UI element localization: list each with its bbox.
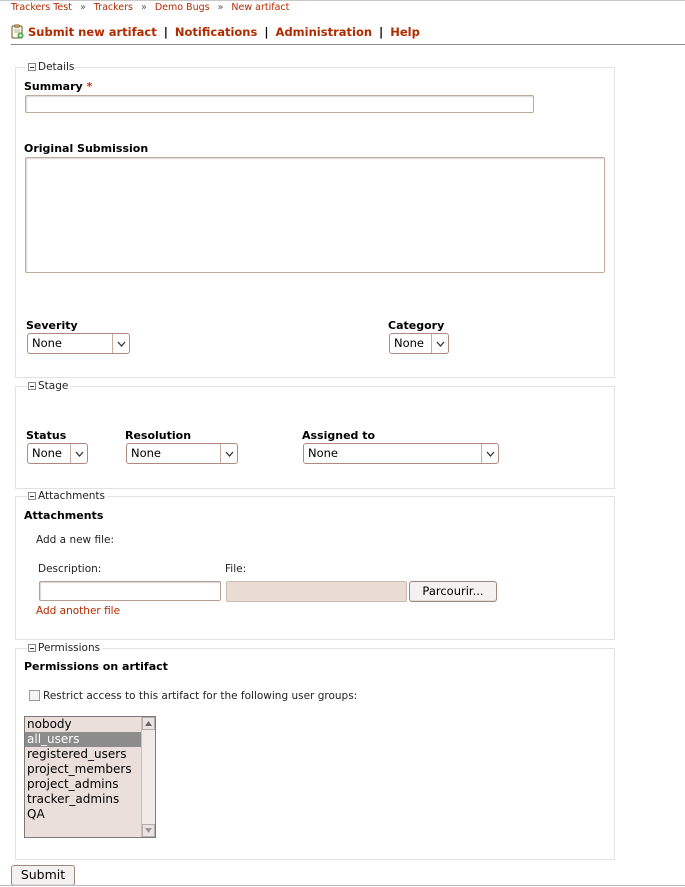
breadcrumb-new-artifact[interactable]: New artifact — [231, 2, 290, 13]
attachment-description-input[interactable] — [39, 581, 221, 601]
status-label: Status — [26, 429, 67, 442]
breadcrumb-separator: » — [79, 2, 86, 13]
browse-button[interactable]: Parcourir... — [409, 581, 497, 602]
attachments-fieldset — [15, 490, 615, 640]
severity-selected-value: None — [32, 336, 63, 350]
chevron-down-icon — [481, 444, 498, 463]
severity-select[interactable] — [27, 333, 130, 354]
attachments-legend[interactable] — [27, 490, 107, 502]
resolution-label: Resolution — [125, 429, 192, 442]
restrict-access-label: Restrict access to this artifact for the following user groups: — [43, 690, 358, 702]
breadcrumb-trackers-test[interactable]: Trackers Test — [11, 2, 72, 13]
user-group-option[interactable]: project_admins — [27, 777, 119, 791]
severity-label: Severity — [26, 319, 78, 332]
top-border — [0, 0, 685, 1]
description-label: Description: — [38, 563, 102, 575]
summary-input[interactable] — [25, 95, 534, 113]
toolbar-separator: | — [163, 25, 168, 39]
scroll-down-arrow-icon[interactable] — [142, 824, 155, 837]
category-label: Category — [388, 319, 445, 332]
file-label: File: — [225, 563, 247, 575]
breadcrumb-separator: » — [141, 2, 147, 13]
summary-label — [24, 80, 92, 93]
user-group-option[interactable]: nobody — [27, 717, 72, 731]
toolbar-separator: | — [264, 25, 269, 39]
attachments-title: Attachments — [24, 509, 104, 522]
toolbar-divider — [11, 44, 685, 45]
details-legend[interactable] — [27, 61, 76, 73]
user-group-option[interactable]: QA — [27, 807, 45, 821]
breadcrumb-separator: » — [217, 2, 224, 13]
permissions-title: Permissions on artifact — [24, 660, 168, 673]
breadcrumb — [11, 2, 289, 13]
restrict-access-checkbox[interactable] — [29, 690, 40, 701]
resolution-select[interactable] — [126, 443, 238, 464]
permissions-legend-label: Permissions — [38, 642, 101, 654]
original-submission-label: Original Submission — [24, 142, 149, 155]
collapse-icon[interactable] — [28, 382, 36, 390]
attachments-legend-label: Attachments — [38, 490, 106, 502]
toolbar-separator: | — [379, 25, 384, 39]
original-submission-textarea[interactable] — [25, 157, 605, 273]
details-legend-label: Details — [38, 61, 75, 73]
notifications-link[interactable]: Notifications — [174, 25, 258, 39]
administration-link[interactable]: Administration — [275, 25, 373, 39]
chevron-down-icon — [70, 444, 87, 463]
assigned-to-label: Assigned to — [302, 429, 376, 442]
status-selected-value: None — [32, 446, 63, 460]
assigned-to-selected-value: None — [308, 446, 339, 460]
breadcrumb-demo-bugs[interactable]: Demo Bugs — [154, 2, 210, 13]
permissions-legend[interactable] — [27, 642, 102, 654]
bottom-border — [0, 885, 685, 886]
status-select[interactable] — [27, 443, 88, 464]
collapse-icon[interactable] — [28, 492, 36, 500]
resolution-selected-value: None — [131, 446, 162, 460]
stage-legend[interactable] — [27, 380, 70, 392]
user-groups-listbox[interactable] — [24, 716, 156, 838]
required-mark: * — [86, 80, 93, 93]
add-another-file-link[interactable]: Add another file — [36, 605, 121, 617]
user-group-option[interactable]: all_users — [25, 732, 155, 747]
listbox-scrollbar[interactable] — [141, 717, 155, 837]
breadcrumb-trackers[interactable]: Trackers — [93, 2, 133, 13]
stage-legend-label: Stage — [38, 380, 69, 392]
submit-new-artifact-link[interactable]: Submit new artifact — [28, 25, 157, 39]
clipboard-add-icon — [11, 24, 24, 39]
summary-label-text: Summary — [24, 80, 83, 93]
submit-button[interactable]: Submit — [11, 865, 75, 886]
tracker-toolbar — [11, 24, 420, 39]
collapse-icon[interactable] — [28, 63, 36, 71]
user-group-option[interactable]: project_members — [27, 762, 132, 776]
file-path-field[interactable] — [226, 581, 407, 602]
user-groups-options — [25, 717, 155, 822]
category-select[interactable] — [389, 333, 449, 354]
scroll-up-arrow-icon[interactable] — [142, 717, 155, 730]
help-link[interactable]: Help — [390, 25, 420, 39]
user-group-option[interactable]: tracker_admins — [27, 792, 120, 806]
user-group-option[interactable]: registered_users — [27, 747, 127, 761]
collapse-icon[interactable] — [28, 644, 36, 652]
category-selected-value: None — [394, 336, 425, 350]
chevron-down-icon — [431, 334, 448, 353]
chevron-down-icon — [112, 334, 129, 353]
chevron-down-icon — [220, 444, 237, 463]
assigned-to-select[interactable] — [303, 443, 499, 464]
add-new-file-text: Add a new file: — [36, 534, 115, 546]
